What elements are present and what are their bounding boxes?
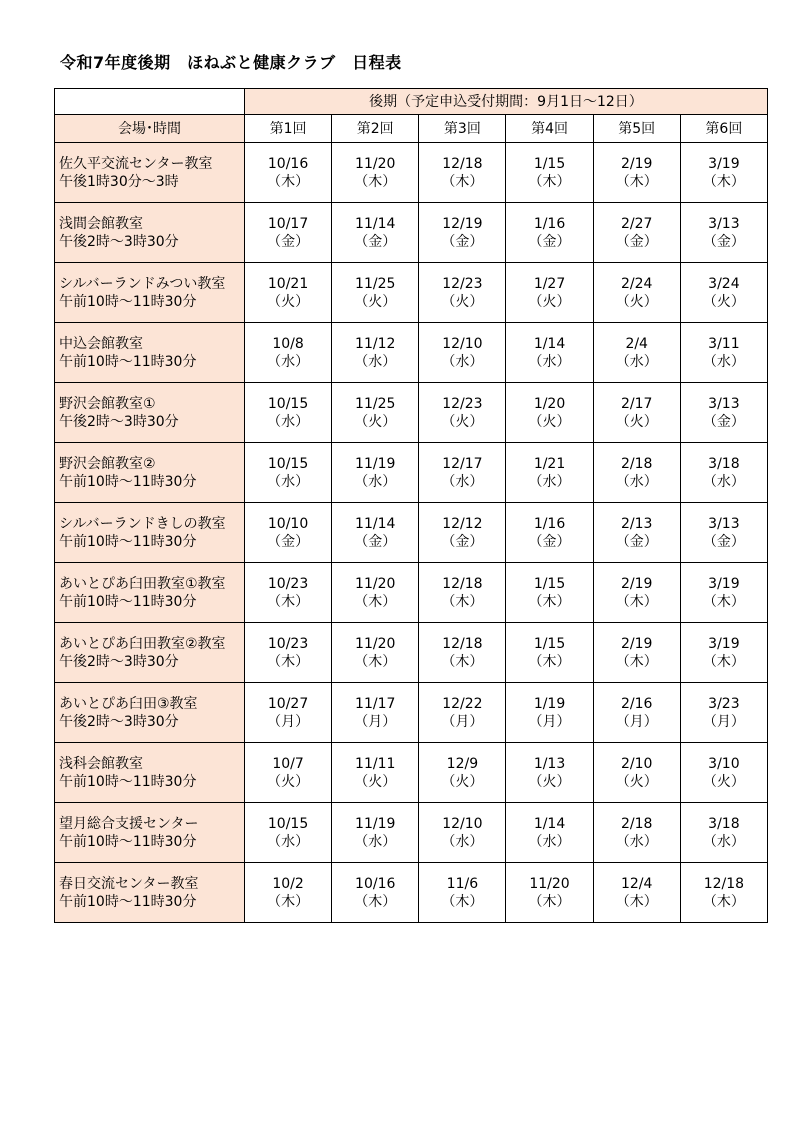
date-value: 1/27 <box>533 275 566 292</box>
weekday-value: （木） <box>702 653 745 670</box>
session-header: 第3回 <box>419 115 506 143</box>
date-value: 1/15 <box>533 635 566 652</box>
date-cell <box>680 863 767 923</box>
venue-header: 会場･時間 <box>55 115 245 143</box>
date-cell <box>506 443 593 503</box>
weekday-value: （木） <box>615 593 658 610</box>
date-value: 10/15 <box>267 455 309 472</box>
weekday-value: （水） <box>702 353 745 370</box>
period-row <box>55 89 768 115</box>
date-cell <box>245 143 332 203</box>
session-header: 第6回 <box>680 115 767 143</box>
date-cell <box>593 803 680 863</box>
venue-name: シルバーランドきしの教室 <box>59 515 226 532</box>
date-value: 11/20 <box>529 875 570 892</box>
weekday-value: （木） <box>354 653 397 670</box>
date-cell <box>332 443 419 503</box>
date-value: 11/6 <box>446 875 479 892</box>
venue-name: 中込会館教室 <box>59 335 143 352</box>
weekday-value: （金） <box>615 233 658 250</box>
date-value: 12/19 <box>442 215 483 232</box>
date-cell <box>593 443 680 503</box>
venue-cell <box>55 263 245 323</box>
date-cell <box>332 323 419 383</box>
date-cell <box>419 383 506 443</box>
weekday-value: （木） <box>702 593 745 610</box>
date-cell <box>419 143 506 203</box>
weekday-value: （月） <box>528 713 571 730</box>
weekday-value: （火） <box>615 773 658 790</box>
venue-time: 午前10時～11時30分 <box>59 593 197 610</box>
session-header: 第1回 <box>245 115 332 143</box>
weekday-value: （木） <box>267 893 310 910</box>
venue-name: 春日交流センター教室 <box>59 875 199 892</box>
weekday-value: （水） <box>354 353 397 370</box>
weekday-value: （水） <box>267 833 310 850</box>
date-cell <box>680 743 767 803</box>
date-value: 10/16 <box>355 875 396 892</box>
weekday-value: （火） <box>267 293 310 310</box>
date-value: 3/19 <box>708 635 740 652</box>
venue-time: 午前10時～11時30分 <box>59 893 197 910</box>
venue-cell <box>55 683 245 743</box>
date-value: 3/19 <box>708 155 740 172</box>
date-cell <box>332 143 419 203</box>
date-cell <box>332 383 419 443</box>
date-value: 3/24 <box>708 275 740 292</box>
venue-cell <box>55 743 245 803</box>
date-cell <box>245 563 332 623</box>
weekday-value: （金） <box>615 533 658 550</box>
date-value: 12/18 <box>442 635 483 652</box>
period-label: 後期（予定申込受付期間：9月1日～12日） <box>245 89 768 115</box>
weekday-value: （木） <box>615 173 658 190</box>
venue-time: 午前10時～11時30分 <box>59 533 197 550</box>
weekday-value: （水） <box>702 833 745 850</box>
weekday-value: （水） <box>615 473 658 490</box>
date-value: 2/24 <box>620 275 653 292</box>
weekday-value: （金） <box>441 533 484 550</box>
weekday-value: （木） <box>528 653 571 670</box>
venue-time: 午後2時～3時30分 <box>59 653 179 670</box>
venue-cell <box>55 443 245 503</box>
venue-time: 午前10時～11時30分 <box>59 473 197 490</box>
venue-cell <box>55 803 245 863</box>
venue-cell <box>55 503 245 563</box>
weekday-value: （火） <box>267 773 310 790</box>
weekday-value: （月） <box>267 713 310 730</box>
weekday-value: （金） <box>267 533 310 550</box>
date-cell <box>419 443 506 503</box>
date-value: 1/14 <box>533 815 566 832</box>
blank-corner-cell <box>55 89 245 115</box>
venue-time: 午後1時30分～3時 <box>59 173 179 190</box>
venue-time: 午前10時～11時30分 <box>59 293 197 310</box>
weekday-value: （金） <box>354 233 397 250</box>
date-cell <box>593 503 680 563</box>
date-value: 2/13 <box>620 515 653 532</box>
weekday-value: （木） <box>441 653 484 670</box>
weekday-value: （木） <box>441 893 484 910</box>
date-value: 12/12 <box>442 515 483 532</box>
table-row <box>55 683 768 743</box>
weekday-value: （木） <box>615 653 658 670</box>
date-cell <box>332 803 419 863</box>
date-cell <box>419 323 506 383</box>
header-row <box>55 115 768 143</box>
table-row <box>55 143 768 203</box>
weekday-value: （火） <box>354 293 397 310</box>
date-value: 10/23 <box>267 575 309 592</box>
date-value: 11/19 <box>355 815 396 832</box>
weekday-value: （金） <box>354 533 397 550</box>
date-cell <box>593 323 680 383</box>
date-cell <box>506 203 593 263</box>
weekday-value: （水） <box>267 413 310 430</box>
date-cell <box>593 743 680 803</box>
date-value: 11/14 <box>355 215 396 232</box>
date-cell <box>593 623 680 683</box>
weekday-value: （火） <box>354 413 397 430</box>
venue-name: 望月総合支援センター <box>59 815 199 832</box>
date-value: 12/10 <box>442 335 483 352</box>
date-value: 12/23 <box>442 275 483 292</box>
venue-cell <box>55 323 245 383</box>
date-value: 3/11 <box>708 335 740 352</box>
date-cell <box>419 623 506 683</box>
date-cell <box>332 623 419 683</box>
date-value: 2/16 <box>620 695 653 712</box>
date-cell <box>680 503 767 563</box>
venue-name: あいとぴあ臼田③教室 <box>59 695 198 712</box>
date-cell <box>593 683 680 743</box>
date-value: 11/11 <box>355 755 396 772</box>
table-row <box>55 503 768 563</box>
date-value: 10/7 <box>272 755 304 772</box>
date-cell <box>245 683 332 743</box>
date-value: 12/18 <box>442 155 483 172</box>
date-cell <box>245 383 332 443</box>
date-cell <box>419 503 506 563</box>
weekday-value: （水） <box>267 473 310 490</box>
weekday-value: （木） <box>267 173 310 190</box>
date-value: 2/10 <box>620 755 653 772</box>
date-value: 11/25 <box>355 275 396 292</box>
weekday-value: （水） <box>354 473 397 490</box>
schedule-table <box>54 88 768 923</box>
date-cell <box>506 263 593 323</box>
weekday-value: （火） <box>354 773 397 790</box>
date-cell <box>506 563 593 623</box>
date-cell <box>593 563 680 623</box>
weekday-value: （火） <box>702 293 745 310</box>
date-cell <box>680 323 767 383</box>
date-value: 11/20 <box>355 575 396 592</box>
date-value: 11/14 <box>355 515 396 532</box>
venue-name: 野沢会館教室① <box>59 395 156 412</box>
date-cell <box>332 743 419 803</box>
weekday-value: （金） <box>702 413 745 430</box>
weekday-value: （火） <box>441 773 484 790</box>
date-value: 12/9 <box>446 755 479 772</box>
venue-name: シルバーランドみつい教室 <box>59 275 226 292</box>
date-cell <box>680 383 767 443</box>
venue-time: 午前10時～11時30分 <box>59 773 197 790</box>
weekday-value: （水） <box>441 833 484 850</box>
venue-cell <box>55 563 245 623</box>
date-value: 11/20 <box>355 155 396 172</box>
date-value: 2/19 <box>620 155 653 172</box>
date-value: 11/25 <box>355 395 396 412</box>
weekday-value: （月） <box>354 713 397 730</box>
date-value: 3/13 <box>708 515 740 532</box>
weekday-value: （水） <box>528 353 571 370</box>
date-cell <box>419 863 506 923</box>
date-cell <box>506 503 593 563</box>
table-row <box>55 263 768 323</box>
venue-time: 午前10時～11時30分 <box>59 353 197 370</box>
date-value: 1/19 <box>533 695 566 712</box>
date-cell <box>506 323 593 383</box>
weekday-value: （火） <box>615 293 658 310</box>
date-value: 1/15 <box>533 575 566 592</box>
weekday-value: （木） <box>528 173 571 190</box>
table-row <box>55 623 768 683</box>
date-value: 11/20 <box>355 635 396 652</box>
date-value: 10/21 <box>267 275 309 292</box>
weekday-value: （木） <box>702 893 745 910</box>
date-cell <box>680 803 767 863</box>
date-cell <box>680 563 767 623</box>
weekday-value: （木） <box>354 593 397 610</box>
table-row <box>55 743 768 803</box>
date-value: 12/18 <box>703 875 745 892</box>
date-value: 2/18 <box>620 455 653 472</box>
table-row <box>55 383 768 443</box>
date-value: 10/23 <box>267 635 309 652</box>
date-cell <box>245 743 332 803</box>
date-value: 3/18 <box>708 455 740 472</box>
date-value: 11/17 <box>355 695 396 712</box>
table-row <box>55 323 768 383</box>
date-value: 12/4 <box>620 875 653 892</box>
date-cell <box>419 683 506 743</box>
date-cell <box>245 623 332 683</box>
date-cell <box>593 263 680 323</box>
weekday-value: （金） <box>528 533 571 550</box>
date-cell <box>419 743 506 803</box>
weekday-value: （火） <box>441 413 484 430</box>
date-cell <box>680 203 767 263</box>
venue-cell <box>55 863 245 923</box>
date-cell <box>506 383 593 443</box>
table-row <box>55 203 768 263</box>
table-row <box>55 443 768 503</box>
date-value: 10/15 <box>267 815 309 832</box>
session-header: 第2回 <box>332 115 419 143</box>
date-value: 3/13 <box>708 215 740 232</box>
date-value: 1/13 <box>533 755 566 772</box>
date-value: 2/27 <box>620 215 653 232</box>
date-cell <box>506 863 593 923</box>
weekday-value: （水） <box>615 353 658 370</box>
date-value: 2/4 <box>625 335 648 352</box>
date-cell <box>332 503 419 563</box>
weekday-value: （水） <box>615 833 658 850</box>
weekday-value: （木） <box>354 893 397 910</box>
date-value: 2/17 <box>620 395 653 412</box>
weekday-value: （火） <box>528 773 571 790</box>
session-header: 第5回 <box>593 115 680 143</box>
date-cell <box>680 143 767 203</box>
date-cell <box>419 803 506 863</box>
date-cell <box>245 323 332 383</box>
weekday-value: （月） <box>441 713 484 730</box>
date-cell <box>245 263 332 323</box>
weekday-value: （金） <box>702 533 745 550</box>
date-cell <box>593 383 680 443</box>
date-value: 3/13 <box>708 395 740 412</box>
date-value: 3/18 <box>708 815 740 832</box>
date-cell <box>245 803 332 863</box>
weekday-value: （火） <box>528 293 571 310</box>
venue-time: 午後2時～3時30分 <box>59 233 179 250</box>
date-value: 1/16 <box>533 215 566 232</box>
date-value: 12/18 <box>442 575 483 592</box>
date-cell <box>506 143 593 203</box>
date-value: 10/15 <box>267 395 309 412</box>
date-value: 10/27 <box>267 695 309 712</box>
date-value: 2/19 <box>620 635 653 652</box>
weekday-value: （木） <box>267 653 310 670</box>
weekday-value: （金） <box>267 233 310 250</box>
weekday-value: （水） <box>441 353 484 370</box>
date-cell <box>419 563 506 623</box>
date-cell <box>245 443 332 503</box>
date-value: 2/18 <box>620 815 653 832</box>
venue-name: 浅間会館教室 <box>59 215 143 232</box>
venue-name: 浅科会館教室 <box>59 755 143 772</box>
page-title: 令和7年度後期 ほねぶと健康クラブ 日程表 <box>60 53 402 72</box>
weekday-value: （木） <box>354 173 397 190</box>
venue-name: 野沢会館教室② <box>59 455 156 472</box>
date-cell <box>506 623 593 683</box>
date-cell <box>245 863 332 923</box>
date-cell <box>680 623 767 683</box>
date-cell <box>680 443 767 503</box>
date-cell <box>506 803 593 863</box>
venue-cell <box>55 623 245 683</box>
date-value: 10/10 <box>267 515 309 532</box>
weekday-value: （金） <box>441 233 484 250</box>
date-cell <box>332 863 419 923</box>
date-value: 3/19 <box>708 575 740 592</box>
date-value: 1/16 <box>533 515 566 532</box>
date-value: 10/16 <box>267 155 309 172</box>
date-value: 11/12 <box>355 335 396 352</box>
date-value: 1/21 <box>533 455 566 472</box>
venue-name: あいとぴあ臼田教室②教室 <box>59 635 226 652</box>
date-value: 1/20 <box>533 395 566 412</box>
weekday-value: （月） <box>615 713 658 730</box>
date-value: 1/15 <box>533 155 566 172</box>
date-value: 10/8 <box>272 335 304 352</box>
date-cell <box>593 863 680 923</box>
date-cell <box>245 203 332 263</box>
date-cell <box>593 203 680 263</box>
table-row <box>55 863 768 923</box>
weekday-value: （火） <box>441 293 484 310</box>
date-value: 12/10 <box>442 815 483 832</box>
date-cell <box>680 683 767 743</box>
weekday-value: （火） <box>528 413 571 430</box>
date-cell <box>419 263 506 323</box>
date-cell <box>419 203 506 263</box>
date-value: 10/17 <box>267 215 309 232</box>
date-value: 11/19 <box>355 455 396 472</box>
weekday-value: （金） <box>702 233 745 250</box>
date-value: 2/19 <box>620 575 653 592</box>
date-value: 10/2 <box>272 875 304 892</box>
weekday-value: （木） <box>528 593 571 610</box>
venue-cell <box>55 203 245 263</box>
date-value: 1/14 <box>533 335 566 352</box>
date-cell <box>332 203 419 263</box>
venue-cell <box>55 143 245 203</box>
weekday-value: （木） <box>441 593 484 610</box>
table-row <box>55 563 768 623</box>
venue-cell <box>55 383 245 443</box>
table-row <box>55 803 768 863</box>
date-value: 12/17 <box>442 455 483 472</box>
weekday-value: （水） <box>267 353 310 370</box>
weekday-value: （水） <box>702 473 745 490</box>
venue-name: 佐久平交流センター教室 <box>59 155 213 172</box>
weekday-value: （水） <box>528 833 571 850</box>
weekday-value: （木） <box>441 173 484 190</box>
venue-time: 午後2時～3時30分 <box>59 713 179 730</box>
session-header: 第4回 <box>506 115 593 143</box>
weekday-value: （月） <box>702 713 745 730</box>
venue-name: あいとぴあ臼田教室①教室 <box>59 575 226 592</box>
weekday-value: （水） <box>354 833 397 850</box>
venue-time: 午後2時～3時30分 <box>59 413 179 430</box>
weekday-value: （水） <box>441 473 484 490</box>
weekday-value: （木） <box>528 893 571 910</box>
date-cell <box>506 683 593 743</box>
venue-time: 午前10時～11時30分 <box>59 833 197 850</box>
date-cell <box>332 263 419 323</box>
weekday-value: （金） <box>528 233 571 250</box>
date-cell <box>593 143 680 203</box>
weekday-value: （水） <box>528 473 571 490</box>
weekday-value: （木） <box>702 173 745 190</box>
weekday-value: （火） <box>702 773 745 790</box>
date-cell <box>332 563 419 623</box>
date-value: 3/10 <box>708 755 740 772</box>
weekday-value: （木） <box>615 893 658 910</box>
date-cell <box>332 683 419 743</box>
weekday-value: （火） <box>615 413 658 430</box>
date-cell <box>245 503 332 563</box>
date-value: 3/23 <box>708 695 740 712</box>
date-value: 12/22 <box>442 695 483 712</box>
date-value: 12/23 <box>442 395 483 412</box>
weekday-value: （木） <box>267 593 310 610</box>
date-cell <box>506 743 593 803</box>
date-cell <box>680 263 767 323</box>
